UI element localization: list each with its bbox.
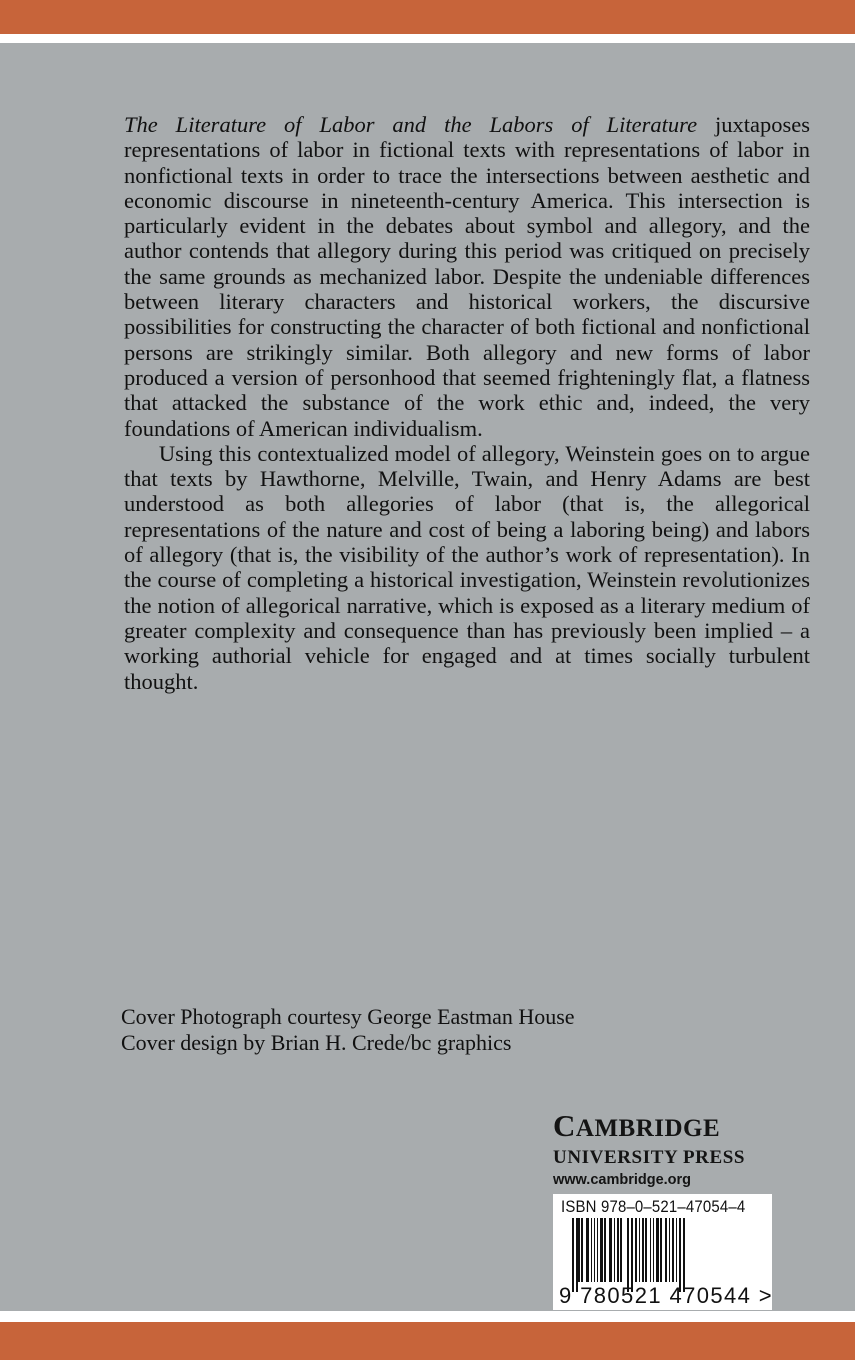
book-title-italic: The Literature of Labor and the Labors of Literature [124, 112, 698, 137]
description-paragraph-2: Using this contextualized model of allegory, Weinstein goes on to argue that texts by Hawthorne, Melville, Twain, and Henry Adams are best understood as both allegories of labor (that is, the allegorical representations of the nature and cost of being a laboring being) and labors of allegory (that is, the visibility of the author’s work of representation). In the course of completing a historical investigation, Weinstein revolutionizes the notion of allegorical narrative, which is exposed as a literary medium of greater complexity and consequence than has previously been implied – a working authorial vehicle for engaged and at times socially turbulent thought. [124, 440, 810, 694]
barcode-guard-bar [683, 1218, 685, 1292]
barcode-bar [635, 1218, 637, 1282]
barcode-bar [645, 1218, 647, 1282]
barcode-digits: 9 780521 470544 > [559, 1283, 774, 1308]
barcode-bar [578, 1218, 580, 1282]
barcode-bar [656, 1218, 659, 1282]
barcode-bar [614, 1218, 615, 1282]
barcode-bar [586, 1218, 589, 1282]
barcode-bar [653, 1218, 654, 1282]
description-paragraph-1-text: juxtaposes representations of labor in fictional texts with representations of labor in nonfictional texts in order to trace the intersections between aesthetic and economic discourse in nineteenth-century America. This intersection is particularly evident in the debates about symbol and allegory, and the author contends that allegory during this period was critiqued on precisely the same grounds as mechanized labor. Despite the undeniable differences between literary characters and historical workers, the discursive possibilities for constructing the character of both fictional and nonfictional persons are strikingly similar. Both allegory and new forms of labor produced a version of personhood that seemed frighteningly flat, a flatness that attacked the substance of the work ethic and, indeed, the very foundations of American individualism. [124, 112, 810, 441]
barcode-guard-bar [631, 1218, 633, 1292]
publisher-url: www.cambridge.org [553, 1172, 692, 1188]
publisher-block [553, 1108, 793, 1191]
barcode-bar [604, 1218, 606, 1282]
publisher-name-rest: AMBRIDGE [575, 1115, 721, 1142]
barcode-bar [617, 1218, 619, 1282]
bottom-color-band [0, 1322, 855, 1360]
publisher-initial: C [553, 1108, 576, 1143]
barcode-bar [650, 1218, 651, 1282]
description-paragraph-1 [124, 112, 810, 441]
barcode-bar [660, 1218, 662, 1282]
barcode-bar [600, 1218, 603, 1282]
barcode-bar [669, 1218, 670, 1282]
barcode-bar [672, 1218, 674, 1282]
top-color-band [0, 0, 855, 34]
barcode-bar [581, 1218, 583, 1282]
book-description [124, 112, 810, 694]
barcode-guard-bar [572, 1218, 574, 1292]
barcode-bar [620, 1218, 622, 1282]
barcode-bar [676, 1218, 677, 1282]
barcode-bar [594, 1218, 595, 1282]
barcode-bar [597, 1218, 598, 1282]
barcode-bar [642, 1218, 644, 1282]
isbn-label: ISBN 978–0–521–47054–4 [561, 1197, 746, 1216]
barcode-guard-bar [576, 1218, 578, 1292]
barcode-bar [591, 1218, 592, 1282]
photo-credit: Cover Photograph courtesy George Eastman House [121, 1004, 575, 1029]
publisher-logo-wordmark [553, 1108, 793, 1147]
barcode-bar [609, 1218, 612, 1282]
isbn-barcode [553, 1194, 772, 1310]
design-credit: Cover design by Brian H. Crede/bc graphics [121, 1030, 512, 1055]
barcode-guard-bar [627, 1218, 629, 1292]
publisher-subtitle: UNIVERSITY PRESS [553, 1147, 746, 1168]
barcode-guard-bar [679, 1218, 681, 1292]
cover-credits [121, 1004, 681, 1056]
barcode-bar [639, 1218, 640, 1282]
barcode-bar [665, 1218, 667, 1282]
